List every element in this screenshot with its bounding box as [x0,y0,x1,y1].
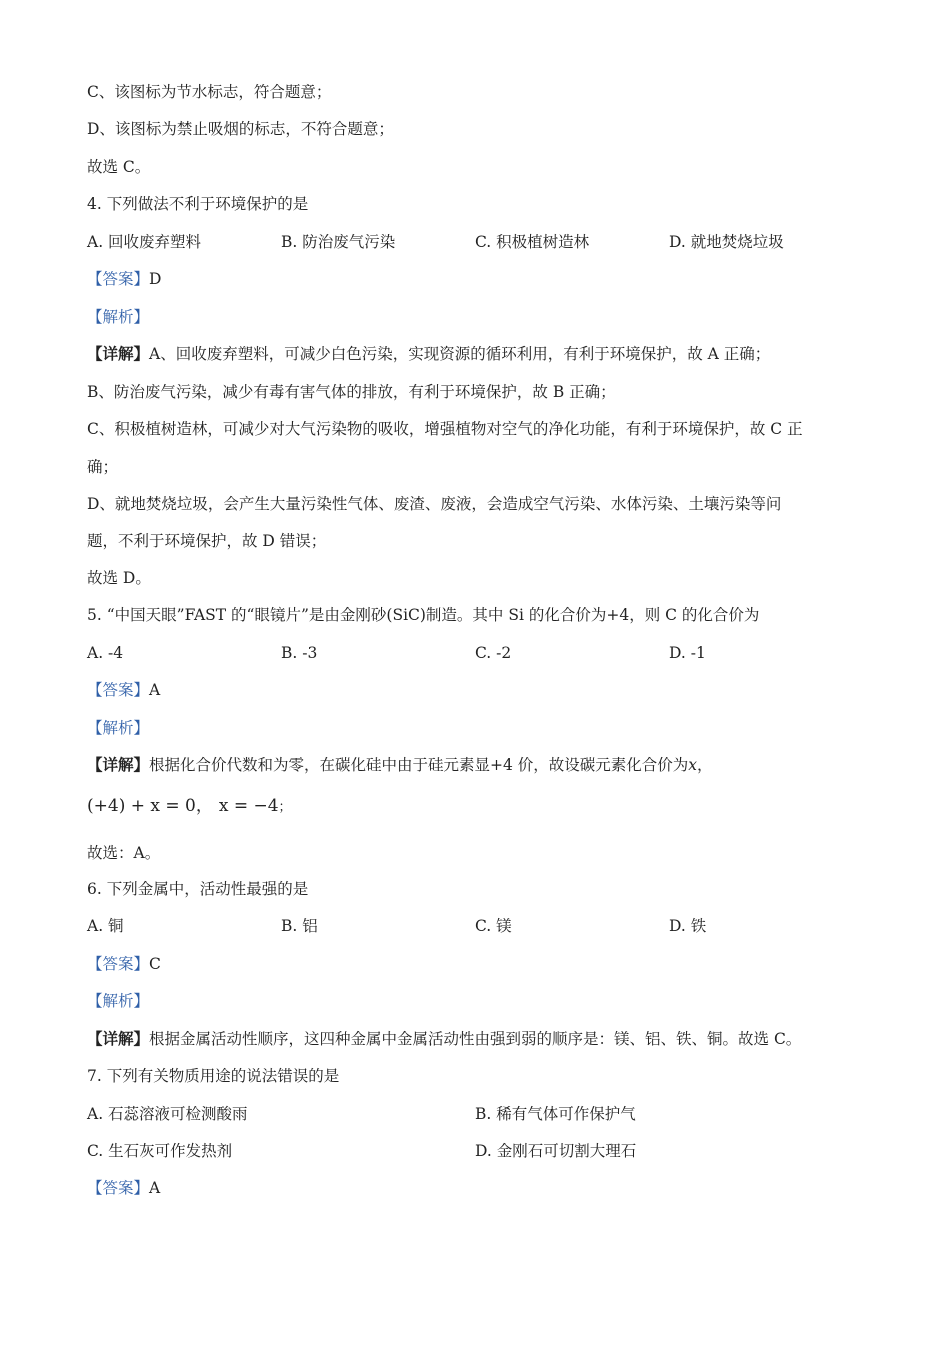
q5-option-c: C. -2 [475,644,512,662]
q7-option-c: C. 生石灰可作发热剂 [87,1142,233,1160]
q4-detail-a: 【详解】A、回收废弃塑料，可减少白色污染，实现资源的循环利用，有利于环境保护，故 A 正确； [87,344,771,363]
answer-tag: 【答案】 [87,1179,150,1197]
q4-detail-d-line2: 题，不利于环境保护，故 D 错误； [87,532,327,550]
answer-value: D [149,270,162,288]
answer-value: A [149,681,161,699]
q4-option-b: B. 防治废气污染 [281,233,396,251]
q4-answer [87,269,161,289]
answer-tag: 【答案】 [87,681,150,699]
q6-detail: 【详解】根据金属活动性顺序，这四种金属中金属活动性由强到弱的顺序是：镁、铝、铁、铜。故选 C。 [87,1029,802,1048]
q6-option-c: C. 镁 [475,917,512,935]
q4-analysis-tag: 【解析】 [87,308,150,326]
q5-option-b: B. -3 [281,644,318,662]
q5-conclusion: 故选：A。 [87,844,161,862]
q6-analysis-tag: 【解析】 [87,992,150,1010]
q4-option-d: D. 就地焚烧垃圾 [669,233,784,251]
equation-2: x = −4 [218,796,279,816]
variable-x: x [688,756,698,774]
q6-stem: 6. 下列金属中，活动性最强的是 [87,880,309,898]
answer-tag: 【答案】 [87,955,150,973]
q4-conclusion: 故选 D。 [87,569,151,587]
q5-answer [87,680,160,700]
q7-option-a: A. 石蕊溶液可检测酸雨 [87,1105,248,1123]
q6-option-a: A. 铜 [87,917,124,935]
q3-conclusion: 故选 C。 [87,158,151,176]
q6-answer [87,954,161,974]
q7-option-b: B. 稀有气体可作保护气 [475,1105,636,1123]
q3-option-d-explanation: D、该图标为禁止吸烟的标志，不符合题意； [87,120,394,138]
answer-tag: 【答案】 [87,270,150,288]
q5-option-d: D. -1 [669,644,706,662]
q4-detail-b: B、防治废气污染，减少有毒有害气体的排放，有利于环境保护，故 B 正确； [87,383,616,401]
q5-option-a: A. -4 [87,644,124,662]
q4-detail-d-line1: D、就地焚烧垃圾，会产生大量污染性气体、废渣、废液，会造成空气污染、水体污染、土壤污染等问 [87,495,782,513]
q4-option-c: C. 积极植树造林 [475,233,590,251]
detail-tag: 【详解】 [87,755,150,774]
q7-answer [87,1178,160,1198]
answer-value: A [149,1179,161,1197]
answer-value: C [149,955,161,973]
q3-option-c-explanation: C、该图标为节水标志，符合题意； [87,83,332,101]
q6-option-d: D. 铁 [669,917,707,935]
q4-detail-c-line1: C、积极植树造林，可减少对大气污染物的吸收，增强植物对空气的净化功能，有利于环境保护，故 C 正 [87,420,803,438]
q7-stem: 7. 下列有关物质用途的说法错误的是 [87,1067,340,1085]
detail-tag: 【详解】 [87,1029,150,1048]
q4-stem: 4. 下列做法不利于环境保护的是 [87,195,309,213]
q6-option-b: B. 铝 [281,917,318,935]
q7-option-d: D. 金刚石可切割大理石 [475,1142,637,1160]
detail-tag: 【详解】 [87,344,150,363]
q4-detail-c-line2: 确； [87,458,119,476]
q4-option-a: A. 回收废弃塑料 [87,233,202,251]
q5-equation: (+4) + x = 0， x = −4； [87,796,292,816]
q5-analysis-tag: 【解析】 [87,719,150,737]
q5-stem: 5. “中国天眼”FAST 的“眼镜片”是由金刚砂(SiC)制造。其中 Si 的化合价为+4，则 C 的化合价为 [87,606,760,624]
q5-detail: 【详解】根据化合价代数和为零，在碳化硅中由于硅元素显+4 价，故设碳元素化合价为x， [87,755,713,774]
equation-1: (+4) + x = 0 [87,796,196,816]
